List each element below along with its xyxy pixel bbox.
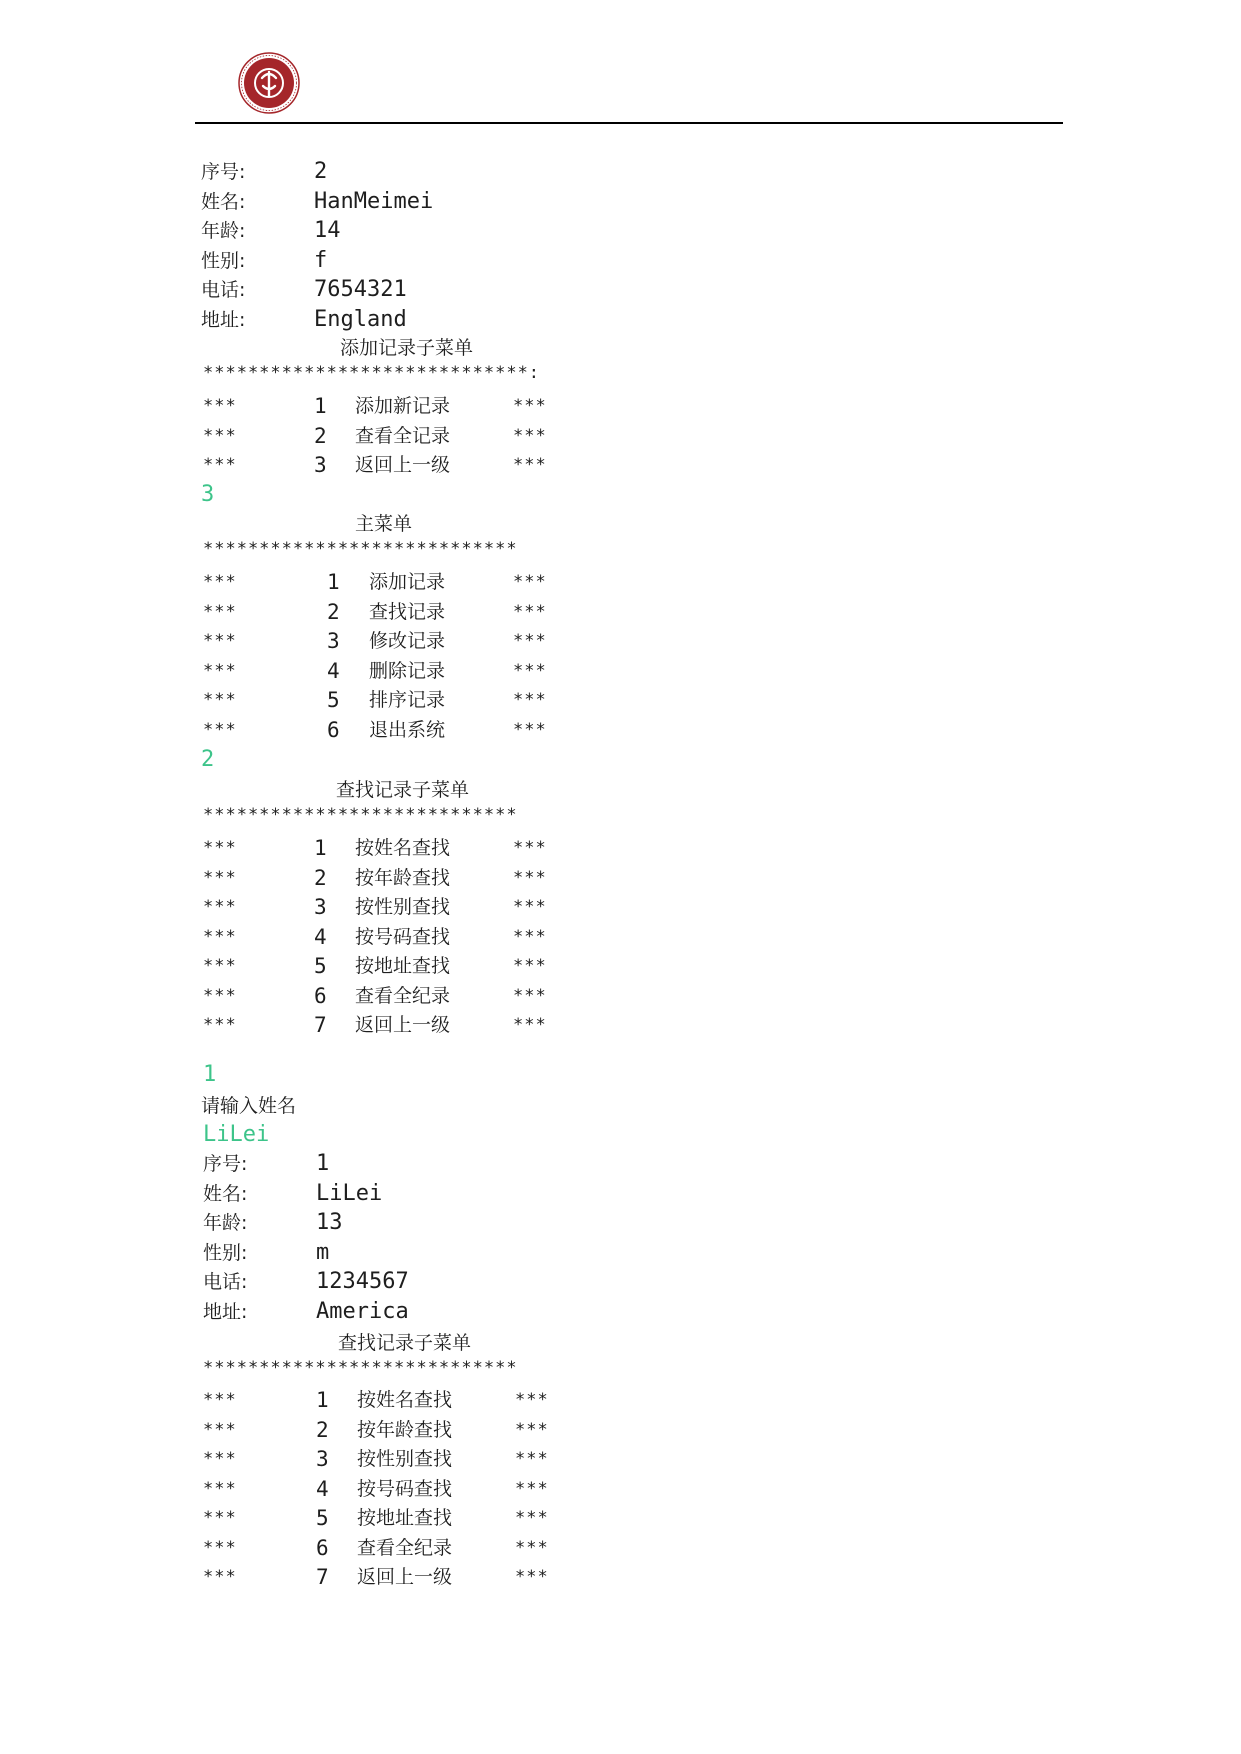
field-value: LiLei xyxy=(316,1180,383,1206)
menu-item-number: 4 xyxy=(327,658,340,683)
field-value: HanMeimei xyxy=(314,188,434,214)
menu-edge-right: *** xyxy=(513,985,547,1006)
menu-edge-right: *** xyxy=(513,572,547,592)
menu-edge-right: *** xyxy=(515,1419,549,1440)
menu-item-label: 排序记录 xyxy=(369,689,446,711)
menu-item-number: 3 xyxy=(316,1447,329,1471)
university-seal-icon xyxy=(238,52,300,114)
menu-edge-right: *** xyxy=(513,425,547,446)
field-label: 电话: xyxy=(203,1271,248,1293)
menu-item-number: 1 xyxy=(314,836,327,860)
menu-edge-right: *** xyxy=(513,396,547,416)
menu-edge-left: *** xyxy=(203,956,237,976)
menu-edge-left: *** xyxy=(203,897,237,917)
menu-title: 主菜单 xyxy=(355,513,413,535)
header-rule xyxy=(195,122,1063,124)
menu-edge-left: *** xyxy=(203,425,237,446)
menu-border: **************************** xyxy=(203,539,518,559)
menu-edge-left: *** xyxy=(203,455,237,475)
menu-edge-right: *** xyxy=(513,1015,547,1035)
menu-edge-right: *** xyxy=(513,956,547,976)
menu-item-number: 7 xyxy=(316,1565,329,1589)
input-prompt: 请输入姓名 xyxy=(201,1095,297,1117)
menu-item-label: 按地址查找 xyxy=(357,1507,453,1529)
menu-item-label: 返回上一级 xyxy=(355,1014,451,1036)
menu-edge-left: *** xyxy=(203,1508,237,1528)
menu-item-label: 按号码查找 xyxy=(355,925,451,948)
menu-edge-left: *** xyxy=(203,838,237,858)
menu-edge-left: *** xyxy=(203,396,237,416)
menu-edge-right: *** xyxy=(513,719,547,740)
menu-border: **************************** xyxy=(203,1358,518,1378)
menu-item-number: 6 xyxy=(327,717,340,742)
menu-item-label: 查看全记录 xyxy=(355,424,451,447)
menu-edge-right: *** xyxy=(513,690,547,710)
menu-item-label: 按年龄查找 xyxy=(355,866,451,889)
menu-edge-right: *** xyxy=(513,631,547,651)
menu-item-label: 返回上一级 xyxy=(355,454,451,476)
menu-edge-left: *** xyxy=(203,1567,237,1587)
menu-title: 添加记录子菜单 xyxy=(340,337,474,359)
menu-edge-right: *** xyxy=(515,1508,549,1528)
menu-edge-left: *** xyxy=(203,985,237,1006)
field-value: 13 xyxy=(316,1210,343,1235)
user-input: 1 xyxy=(203,1062,217,1087)
menu-edge-right: *** xyxy=(515,1567,549,1587)
menu-edge-left: *** xyxy=(203,867,237,888)
menu-edge-left: *** xyxy=(203,719,237,740)
menu-edge-left: *** xyxy=(203,1478,237,1499)
menu-item-number: 4 xyxy=(314,924,327,949)
field-value: 1234567 xyxy=(316,1269,409,1294)
menu-item-number: 2 xyxy=(316,1417,329,1442)
menu-item-number: 4 xyxy=(316,1476,329,1501)
menu-edge-left: *** xyxy=(203,1449,237,1469)
menu-item-label: 按性别查找 xyxy=(357,1448,453,1470)
menu-edge-left: *** xyxy=(203,1537,237,1558)
menu-item-label: 按姓名查找 xyxy=(357,1389,453,1411)
field-label: 年龄: xyxy=(203,1212,248,1234)
menu-item-label: 添加记录 xyxy=(369,571,446,593)
menu-edge-left: *** xyxy=(203,690,237,710)
field-value: 7654321 xyxy=(314,277,407,302)
field-label: 地址: xyxy=(201,308,246,331)
menu-edge-right: *** xyxy=(513,455,547,475)
menu-item-label: 按地址查找 xyxy=(355,955,451,977)
field-label: 性别: xyxy=(203,1241,248,1264)
menu-edge-right: *** xyxy=(515,1537,549,1558)
menu-item-number: 2 xyxy=(327,599,340,624)
user-input: 2 xyxy=(201,747,215,772)
user-input: LiLei xyxy=(203,1122,270,1147)
field-value: England xyxy=(314,306,407,332)
field-label: 性别: xyxy=(201,249,246,272)
menu-item-number: 3 xyxy=(327,629,340,653)
field-label: 电话: xyxy=(201,279,246,301)
menu-edge-left: *** xyxy=(203,926,237,947)
menu-item-label: 按年龄查找 xyxy=(357,1418,453,1441)
menu-item-label: 查找记录 xyxy=(369,600,446,623)
field-value: 1 xyxy=(316,1151,330,1176)
menu-item-number: 7 xyxy=(314,1013,327,1037)
menu-item-label: 按号码查找 xyxy=(357,1477,453,1500)
menu-item-number: 2 xyxy=(314,865,327,890)
menu-edge-left: *** xyxy=(203,601,237,622)
menu-item-label: 添加新记录 xyxy=(355,395,451,417)
field-label: 地址: xyxy=(203,1300,248,1323)
menu-edge-left: *** xyxy=(203,660,237,681)
menu-item-number: 1 xyxy=(327,570,340,594)
menu-edge-right: *** xyxy=(515,1449,549,1469)
menu-item-label: 查看全纪录 xyxy=(355,984,451,1007)
menu-item-number: 6 xyxy=(314,983,327,1008)
menu-edge-left: *** xyxy=(203,1390,237,1410)
menu-edge-right: *** xyxy=(513,897,547,917)
menu-item-number: 6 xyxy=(316,1535,329,1560)
menu-item-label: 查看全纪录 xyxy=(357,1536,453,1559)
field-value: 14 xyxy=(314,218,341,243)
menu-edge-left: *** xyxy=(203,1419,237,1440)
menu-edge-right: *** xyxy=(513,838,547,858)
menu-item-number: 3 xyxy=(314,895,327,919)
menu-edge-left: *** xyxy=(203,1015,237,1035)
menu-title: 查找记录子菜单 xyxy=(338,1332,472,1354)
menu-item-number: 3 xyxy=(314,453,327,477)
menu-border: *****************************: xyxy=(203,363,541,383)
field-label: 年龄: xyxy=(201,220,246,242)
menu-border: **************************** xyxy=(203,805,518,825)
field-label: 序号: xyxy=(203,1153,248,1175)
menu-item-number: 5 xyxy=(327,688,340,712)
menu-item-number: 1 xyxy=(314,394,327,418)
field-value: f xyxy=(314,247,328,273)
menu-edge-right: *** xyxy=(515,1390,549,1410)
menu-edge-right: *** xyxy=(513,660,547,681)
menu-item-label: 返回上一级 xyxy=(357,1566,453,1588)
menu-item-label: 按性别查找 xyxy=(355,896,451,918)
field-value: 2 xyxy=(314,159,328,184)
menu-edge-right: *** xyxy=(513,867,547,888)
menu-edge-right: *** xyxy=(515,1478,549,1499)
field-value: America xyxy=(316,1298,409,1324)
field-label: 姓名: xyxy=(201,190,246,213)
menu-item-label: 退出系统 xyxy=(369,718,446,741)
menu-edge-right: *** xyxy=(513,601,547,622)
menu-item-number: 1 xyxy=(316,1388,329,1412)
menu-edge-right: *** xyxy=(513,926,547,947)
field-label: 姓名: xyxy=(203,1182,248,1205)
user-input: 3 xyxy=(201,482,215,507)
menu-edge-left: *** xyxy=(203,572,237,592)
menu-item-label: 按姓名查找 xyxy=(355,837,451,859)
menu-edge-left: *** xyxy=(203,631,237,651)
field-value: m xyxy=(316,1239,330,1265)
menu-title: 查找记录子菜单 xyxy=(336,779,470,801)
menu-item-number: 5 xyxy=(316,1506,329,1530)
menu-item-label: 删除记录 xyxy=(369,659,446,682)
field-label: 序号: xyxy=(201,161,246,183)
menu-item-label: 修改记录 xyxy=(369,630,446,652)
menu-item-number: 5 xyxy=(314,954,327,978)
menu-item-number: 2 xyxy=(314,423,327,448)
